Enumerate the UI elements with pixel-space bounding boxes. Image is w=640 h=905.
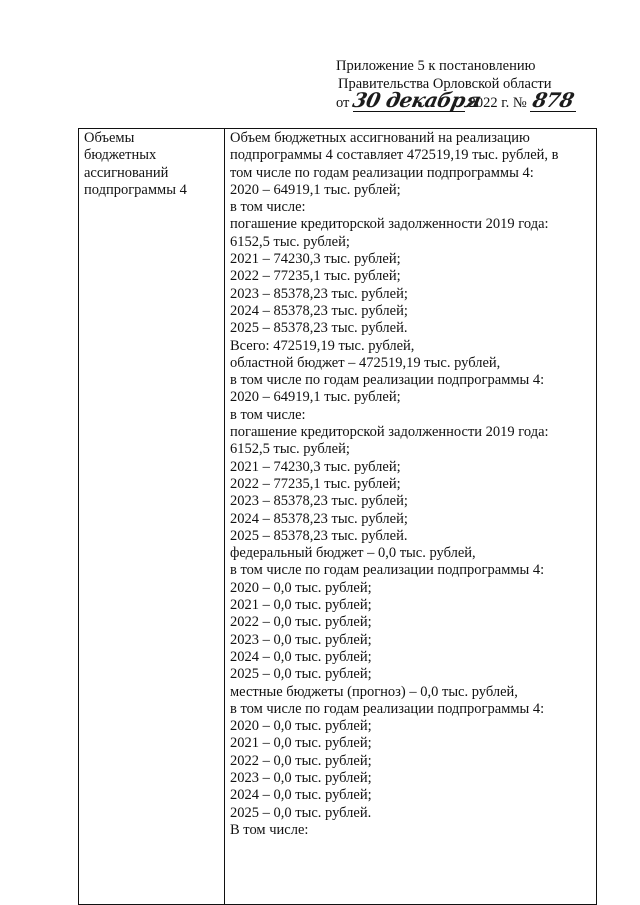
content-line: погашение кредиторской задолженности 2019 года: [230, 424, 549, 441]
content-line: местные бюджеты (прогноз) – 0,0 тыс. рублей, [230, 683, 518, 700]
content-line: 2022 – 77235,1 тыс. рублей; [230, 475, 401, 492]
document-header [336, 58, 576, 113]
content-line: 2020 – 0,0 тыс. рублей; [230, 718, 372, 735]
content-line: 2024 – 85378,23 тыс. рублей; [230, 510, 408, 527]
content-line: Всего: 472519,19 тыс. рублей, [230, 337, 415, 354]
content-line: Объем бюджетных ассигнований на реализацию [230, 130, 530, 146]
content-line: 2021 – 0,0 тыс. рублей; [230, 597, 372, 614]
content-line: 2022 – 0,0 тыс. рублей; [230, 614, 372, 631]
handwritten-date: 30 декабря [350, 88, 483, 112]
content-line: областной бюджет – 472519,19 тыс. рублей, [230, 354, 501, 371]
content-line: 2022 – 77235,1 тыс. рублей; [230, 268, 401, 285]
header-prefix: от [336, 95, 350, 111]
header-line-2: Правительства Орловской области [338, 75, 552, 92]
content-line: подпрограммы 4 составляет 472519,19 тыс. рублей, в [230, 147, 559, 164]
content-line: 2020 – 64919,1 тыс. рублей; [230, 181, 401, 198]
header-line-1: Приложение 5 к постановлению [336, 58, 536, 74]
content-line: федеральный бюджет – 0,0 тыс. рублей, [230, 545, 476, 562]
content-line: 6152,5 тыс. рублей; [230, 441, 350, 458]
left-label-line: Объемы [84, 130, 135, 146]
content-line: 2024 – 85378,23 тыс. рублей; [230, 302, 408, 319]
content-line: в том числе по годам реализации подпрограммы 4: [230, 372, 545, 389]
handwritten-number: 878 [530, 88, 577, 112]
right-content [230, 130, 592, 839]
left-label-line: бюджетных [84, 147, 157, 164]
content-line: 2023 – 0,0 тыс. рублей; [230, 631, 372, 648]
left-label-line: подпрограммы 4 [84, 181, 187, 198]
content-line: 6152,5 тыс. рублей; [230, 233, 350, 250]
content-line: 2020 – 0,0 тыс. рублей; [230, 579, 372, 596]
content-line: 2024 – 0,0 тыс. рублей; [230, 648, 372, 665]
budget-table [78, 128, 597, 905]
content-line: 2025 – 85378,23 тыс. рублей. [230, 320, 408, 337]
content-line: в том числе: [230, 199, 306, 216]
content-line: погашение кредиторской задолженности 2019 года: [230, 216, 549, 233]
content-line: 2025 – 0,0 тыс. рублей; [230, 666, 372, 683]
content-line: 2023 – 85378,23 тыс. рублей; [230, 493, 408, 510]
content-line: 2021 – 74230,3 тыс. рублей; [230, 458, 401, 475]
right-content-cell [225, 129, 597, 905]
content-line: 2020 – 64919,1 тыс. рублей; [230, 389, 401, 406]
content-line: 2021 – 74230,3 тыс. рублей; [230, 251, 401, 268]
left-label-cell [79, 129, 225, 905]
left-label [84, 130, 220, 199]
content-line: в том числе по годам реализации подпрограммы 4: [230, 700, 545, 717]
table-row [79, 129, 597, 905]
content-line: в том числе: [230, 406, 306, 423]
content-line: 2025 – 0,0 тыс. рублей. [230, 804, 372, 821]
content-line: 2025 – 85378,23 тыс. рублей. [230, 527, 408, 544]
header-date-line [336, 88, 577, 113]
content-line: 2023 – 0,0 тыс. рублей; [230, 769, 372, 786]
content-line: 2023 – 85378,23 тыс. рублей; [230, 285, 408, 302]
content-line: 2024 – 0,0 тыс. рублей; [230, 787, 372, 804]
content-line: В том числе: [230, 821, 309, 838]
content-line: в том числе по годам реализации подпрограммы 4: [230, 562, 545, 579]
content-line: 2022 – 0,0 тыс. рублей; [230, 752, 372, 769]
left-label-line: ассигнований [84, 164, 169, 181]
header-year: 2022 г. № [468, 95, 527, 111]
content-line: 2021 – 0,0 тыс. рублей; [230, 735, 372, 752]
content-line: том числе по годам реализации подпрограммы 4: [230, 164, 534, 181]
